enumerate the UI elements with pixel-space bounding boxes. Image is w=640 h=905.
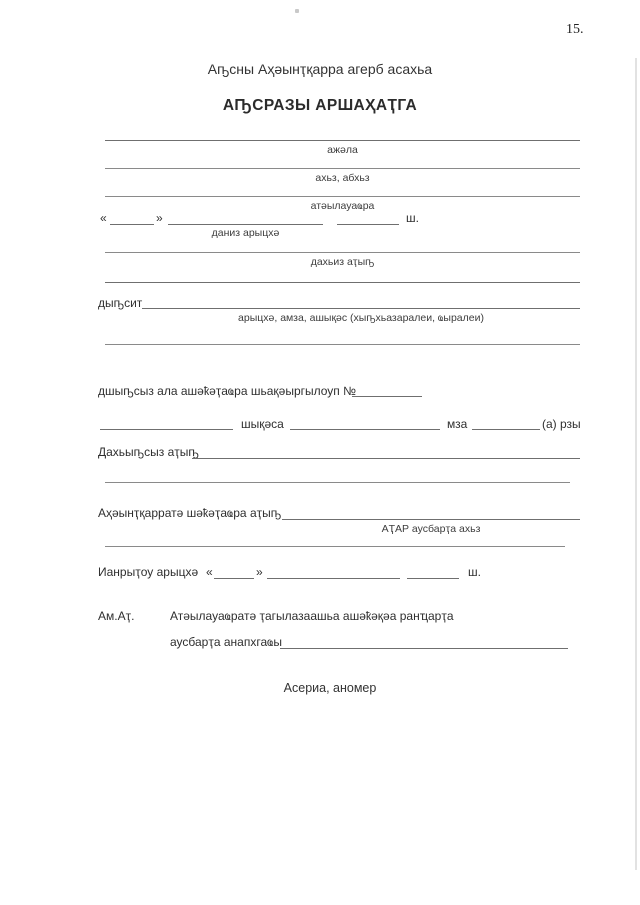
death-year-field-line[interactable] — [100, 429, 233, 430]
for-suffix: (а) рзы — [542, 417, 581, 431]
state-registration-field-line-2[interactable] — [105, 546, 565, 547]
month-label: мза — [447, 417, 468, 431]
registration-number-field-line[interactable] — [352, 396, 422, 397]
issue-date-label: Ианрыҭоу арыцхә — [98, 565, 199, 579]
name-caption: ахьз, абхьз — [315, 172, 370, 184]
state-registration-field-line[interactable] — [282, 519, 580, 520]
issue-month-field-line[interactable] — [267, 578, 400, 579]
form-title: АҦСРАЗЫ АРШАҲАҬГА — [222, 97, 418, 114]
zags-office-caption: АҬАР аусбарҭа ахьз — [381, 523, 481, 535]
death-date-field-line-2[interactable] — [105, 344, 580, 345]
deathplace-label: Дахьыҧсыз аҭыҧ — [98, 445, 199, 459]
scan-edge-line — [635, 58, 637, 870]
registration-statement: дшыҧсыз ала ашәҟәҭаҩра шьақәыргылоуп № — [98, 384, 356, 398]
seal-place-label: Ам.Аҭ. — [98, 609, 135, 623]
death-month-field-line[interactable] — [290, 429, 440, 430]
issue-close-quote: » — [256, 565, 263, 579]
birthdate-close-quote: » — [156, 211, 163, 225]
birthplace-field-line-2[interactable] — [105, 282, 580, 283]
birthdate-day-field-line[interactable] — [110, 224, 154, 225]
death-date-caption: арыцхә, амза, ашықәс (хыҧхьазаралеи, ҩыралеи) — [238, 312, 484, 324]
deathplace-field-line[interactable] — [192, 458, 580, 459]
birthdate-month-field-line[interactable] — [168, 224, 323, 225]
death-day-field-line[interactable] — [472, 429, 540, 430]
year-label: шықәса — [241, 417, 284, 431]
birthdate-year-suffix: ш. — [406, 211, 419, 225]
birthdate-year-field-line[interactable] — [337, 224, 399, 225]
death-date-field-line[interactable] — [142, 308, 580, 309]
scan-speck — [295, 9, 299, 13]
birthdate-open-quote: « — [100, 211, 107, 225]
issue-year-suffix: ш. — [468, 565, 481, 579]
issue-year-field-line[interactable] — [407, 578, 459, 579]
name-field-line[interactable] — [105, 168, 580, 169]
registry-office-text-line1: Атәылауаҩратә ҭагылазаашьа ашәҟәқәа ранҵарҭа — [170, 609, 454, 623]
issue-day-field-line[interactable] — [214, 578, 254, 579]
state-registration-label: Аҳәынҭқарратә шәҟәҭаҩра аҭыҧ — [98, 506, 282, 520]
deathplace-field-line-2[interactable] — [105, 482, 570, 483]
head-signature-field-line[interactable] — [280, 648, 568, 649]
issue-open-quote: « — [206, 565, 213, 579]
birthplace-caption: дахьиз аҭыҧ — [310, 256, 375, 268]
citizenship-field-line[interactable] — [105, 196, 580, 197]
page-number: 15. — [566, 22, 584, 37]
died-label: дыҧсит — [98, 296, 143, 310]
birthdate-caption: даниз арыцхә — [211, 227, 280, 239]
citizenship-caption: атәылауаҩра — [310, 200, 375, 212]
coat-of-arms-title: Аҧсны Аҳәынҭқарра агерб асахьа — [207, 61, 433, 77]
surname-field-line[interactable] — [105, 140, 580, 141]
surname-caption: ажәла — [327, 144, 358, 156]
birthplace-field-line[interactable] — [105, 252, 580, 253]
registry-office-text-line2: аусбарҭа анапхгаҩы — [170, 635, 282, 649]
series-number-footer: Асериа, аномер — [283, 681, 377, 695]
